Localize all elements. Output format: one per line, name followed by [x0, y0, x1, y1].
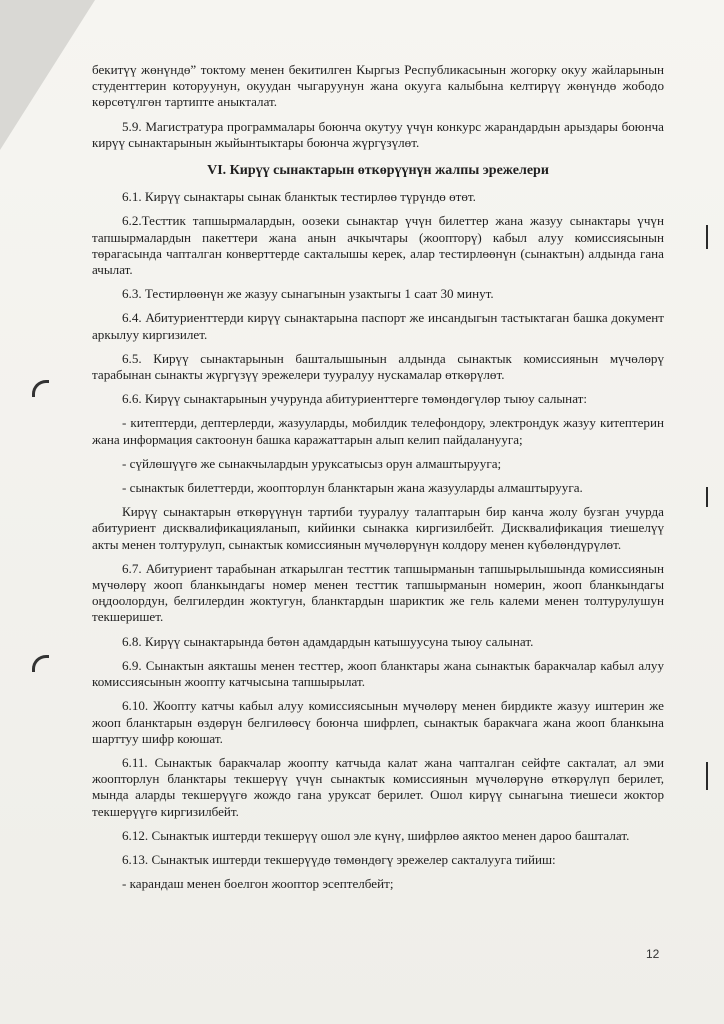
paragraph-6-7: 6.7. Абитуриент тарабынан аткарылган тесттик тапшырманын тапшырылышында комиссиянын мүчөлөрү жооп бланкындагы номер менен тесттик тапшырманын номерин, жооп бланкындагы оңдоолордун, белгилердин жоктугун, бланктардын шариктик же гель калеми менен толтурулушун текшеришет. — [92, 560, 664, 625]
paragraph-6-8: 6.8. Кирүү сынактарында бөтөн адамдардын катышуусуна тыюу салынат. — [122, 633, 534, 649]
page-corner-fold — [0, 0, 95, 150]
binding-mark-bottom — [706, 762, 708, 790]
list-item-talking: - сүйлөшүүгө же сынакчылардын уруксатысыз орун алмаштырууга; — [122, 455, 502, 471]
paragraph-6-6: 6.6. Кирүү сынактарынын учурунда абитуриенттерге төмөндөгүлөр тыюу салынат: — [122, 391, 588, 407]
list-item-pencil: - карандаш менен боелгон жооптор эсептелбейт; — [122, 876, 394, 892]
paragraph-disqualification: Кирүү сынактарын өткөрүүнүн тартиби тууралуу талаптарын бир канча жолу бузган учурда абитуриент дисквалификацияланып, кийинки сынакка киргизилбейт. Дисквалификация тиешелүү акты менен толтурулуп, сынактык комиссиянын мүчөлөрүнүн колдору менен күбөлөндүрүлөт. — [92, 504, 664, 552]
list-item-books: - китептерди, дептерлерди, жазууларды, мобилдик телефондору, электрондук жазуу китептерин жана информация сактоонун башка каражаттарын алып келип пайдаланууга; — [92, 415, 664, 447]
paragraph-6-9: 6.9. Сынактын аякташы менен тесттер, жооп бланктары жана сынактык баракчалар кабыл алуу комиссиясынын жоопту катчысына тапшырылат. — [92, 657, 664, 690]
paragraph-6-2: 6.2.Тесттик тапшырмалардын, оозеки сынактар үчүн билеттер жана жазуу сынактары үчүн тапшырмалардын пакеттери жана анын ачкычтары (жоопторү) кабыл алуу комиссиясынын төрагасында чапталган конверттерде сакталышы керек, алар тестирлөөнүн (сынактын) алдында гана ачылат. — [92, 213, 664, 278]
paragraph-6-1: 6.1. Кирүү сынактары сынак бланктык тестирлөө түрүндө өтөт. — [122, 189, 476, 205]
paragraph-6-10: 6.10. Жоопту катчы кабыл алуу комиссиясынын мүчөлөрү менен бирдикте жазуу иштерин же жооп бланктарын өздөрүн белгилөөсү боюнча шифрлеп, сынактык баракчага жана жооп бланкына шарттуу шифр коюшат. — [92, 698, 664, 746]
list-item-exchange: - сынактык билеттерди, жоопторлун бланктарын жана жазууларды алмаштырууга. — [122, 480, 583, 496]
paragraph-continuation: бекитүү жөнүндө” токтому менен бекитилген Кыргыз Республикасынын жогорку окуу жайларынын студенттерин которуунун, окуудан чыгаруунун жана окууга калыбына келтирүү жөнүндө жободо көрсөтүлгөн тартипте аныкталат. — [92, 62, 664, 110]
paragraph-6-3: 6.3. Тестирлөөнүн же жазуу сынагынын узактыгы 1 саат 30 минут. — [122, 286, 494, 302]
punch-hole-mark-lower — [32, 655, 46, 669]
paragraph-6-11: 6.11. Сынактык баракчалар жоопту катчыда калат жана чапталган сейфте сакталат, ал эми жоопторлун бланктары текшерүү үчүн сынактык комиссиянын мүчөлөрүнө өткөрүлүп берилет, мында аларды текшерүүгө жождо гана уруксат берилет. Ошол кирүү сынагына тиешеси жоктор текшерүүгө киргизилбейт. — [92, 754, 664, 819]
punch-hole-mark-upper — [32, 380, 46, 394]
page-number: 12 — [646, 947, 660, 961]
paragraph-5-9: 5.9. Магистратура программалары боюнча окутуу үчүн конкурс жарандардын арыздары боюнча кирүү сынактарынын жыйынтыктары боюнча жүргүзүлөт. — [92, 118, 664, 150]
paragraph-6-5: 6.5. Кирүү сынактарынын башталышынын алдында сынактык комиссиянын мүчөлөрү тарабынан сынакты жүргүзүү эрежелери тууралуу нускамалар өткөрүлөт. — [92, 350, 664, 383]
section-heading: VI. Кирүү сынактарын өткөрүүнүн жалпы эрежелери — [207, 163, 549, 179]
binding-mark-top — [706, 225, 708, 249]
paragraph-6-13: 6.13. Сынактык иштерди текшерүүдө төмөндөгү эрежелер сакталууга тийиш: — [122, 851, 556, 867]
paragraph-6-4: 6.4. Абитуриенттерди кирүү сынактарына паспорт же инсандыгын тастыктаган башка документ аркылуу киргизилет. — [92, 310, 664, 342]
document-body — [92, 62, 664, 900]
paragraph-6-12: 6.12. Сынактык иштерди текшерүү ошол эле күнү, шифрлөө аяктоо менен дароо башталат. — [122, 827, 630, 843]
binding-mark-middle — [706, 487, 708, 507]
